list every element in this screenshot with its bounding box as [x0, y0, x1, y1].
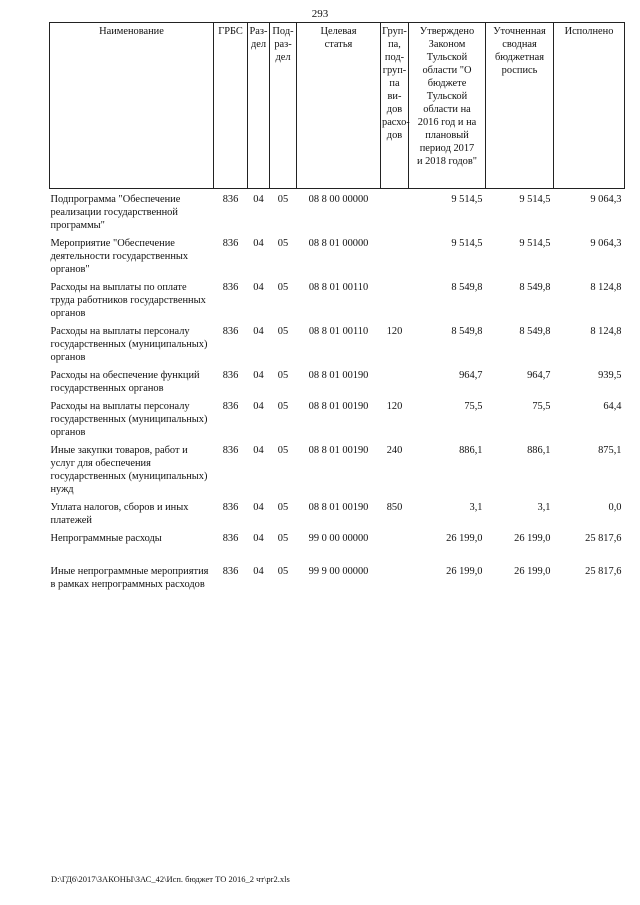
row-refined: 26 199,0: [514, 566, 551, 577]
row-grbs: 836: [222, 326, 239, 337]
row-name: Уплата налогов, сборов и иных платежей: [50, 502, 189, 526]
row-approved: 886,1: [459, 445, 483, 456]
row-executed: 939,5: [598, 370, 622, 381]
row-approved: 8 549,8: [451, 326, 483, 337]
row-cs: 08 8 01 00110: [308, 282, 369, 293]
row-grbs: 836: [222, 238, 239, 249]
row-executed: 8 124,8: [590, 326, 622, 337]
header-approved-label: Утверждено Законом Тульской области "О бюджете Тульской области на 2016 год и на плановый период 2017 и 2018 годов": [416, 26, 478, 167]
row-refined: 3,1: [537, 502, 551, 513]
row-vr: 850: [386, 502, 403, 513]
row-executed: 9 064,3: [590, 194, 622, 205]
row-cs: 08 8 01 00000: [308, 238, 369, 249]
row-podrazdel: 05: [277, 566, 289, 577]
row-grbs: 836: [222, 370, 239, 381]
row-vr: [381, 565, 409, 596]
row-grbs: 836: [222, 194, 239, 205]
header-refined: [486, 23, 554, 189]
row-razdel: 04: [253, 401, 264, 412]
row-refined: 8 549,8: [519, 282, 551, 293]
row-name: Расходы на выплаты персоналу государственных (муниципальных) органов: [50, 326, 208, 363]
row-name: Расходы на выплаты персоналу государственных (муниципальных) органов: [50, 401, 208, 438]
row-approved: 75,5: [464, 401, 483, 412]
table-header: [50, 23, 625, 189]
row-executed: 64,4: [603, 401, 622, 412]
row-razdel: 04: [253, 282, 264, 293]
row-executed: 0,0: [608, 502, 622, 513]
row-approved: 964,7: [459, 370, 483, 381]
row-name: Расходы на выплаты по оплате труда работников государственных органов: [50, 282, 206, 319]
row-grbs: 836: [222, 282, 239, 293]
row-name: Непрограммные расходы: [50, 533, 162, 544]
table-row: [50, 565, 625, 596]
row-grbs: 836: [222, 445, 239, 456]
row-cs: 08 8 01 00190: [308, 370, 369, 381]
row-refined: 26 199,0: [514, 533, 551, 544]
row-refined: 9 514,5: [519, 238, 551, 249]
page-number: 293: [311, 8, 329, 20]
row-executed: 875,1: [598, 445, 622, 456]
row-vr: 120: [386, 401, 403, 412]
row-podrazdel: 05: [277, 282, 289, 293]
header-razdel: [248, 23, 270, 189]
row-refined: 886,1: [527, 445, 551, 456]
row-cs: 99 9 00 00000: [308, 566, 369, 577]
row-podrazdel: 05: [277, 401, 289, 412]
row-executed: 25 817,6: [585, 533, 622, 544]
header-name-label: Наименование: [99, 26, 164, 37]
row-vr: [381, 281, 409, 325]
row-podrazdel: 05: [277, 445, 289, 456]
row-vr: [381, 532, 409, 565]
row-cs: 08 8 01 00110: [308, 326, 369, 337]
row-approved: 9 514,5: [451, 238, 483, 249]
row-name: Иные закупки товаров, работ и услуг для обеспечения государственных (муниципальных) нужд: [50, 445, 208, 495]
row-name: Иные непрограммные мероприятия в рамках непрограммных расходов: [50, 566, 209, 590]
budget-table: [49, 22, 625, 596]
row-name: Подпрограмма "Обеспечение реализации государственной программы": [50, 194, 181, 231]
row-executed: 8 124,8: [590, 282, 622, 293]
row-cs: 08 8 01 00190: [308, 502, 369, 513]
row-vr: [381, 369, 409, 400]
row-razdel: 04: [253, 502, 264, 513]
row-razdel: 04: [253, 533, 264, 544]
file-path-footer: D:\ГД6\2017\ЗАКОНЫ\ЗАС_42\Исп. бюджет ТО 2016_2 чт\pr2.xls: [51, 874, 290, 884]
header-vr: [381, 23, 409, 189]
header-podrazdel-label: Под- раз- дел: [272, 26, 294, 63]
table-body: [50, 189, 625, 597]
table-row: [50, 532, 625, 565]
table-row: [50, 325, 625, 369]
row-cs: 08 8 00 00000: [308, 194, 369, 205]
header-refined-label: Уточненная сводная бюджетная роспись: [493, 26, 546, 76]
row-approved: 8 549,8: [451, 282, 483, 293]
header-executed-label: Исполнено: [564, 26, 614, 37]
row-grbs: 836: [222, 533, 239, 544]
row-razdel: 04: [253, 238, 264, 249]
row-cs: 08 8 01 00190: [308, 445, 369, 456]
row-cs: 08 8 01 00190: [308, 401, 369, 412]
row-refined: 75,5: [532, 401, 551, 412]
header-executed: [554, 23, 625, 189]
header-podrazdel: [270, 23, 297, 189]
table-row: [50, 369, 625, 400]
row-refined: 8 549,8: [519, 326, 551, 337]
row-vr: 240: [386, 445, 403, 456]
header-approved: [409, 23, 486, 189]
table-row: [50, 400, 625, 444]
table-row: [50, 444, 625, 501]
row-podrazdel: 05: [277, 238, 289, 249]
header-razdel-label: Раз- дел: [249, 26, 268, 50]
row-podrazdel: 05: [277, 326, 289, 337]
row-approved: 26 199,0: [446, 533, 483, 544]
header-name: [50, 23, 214, 189]
row-podrazdel: 05: [277, 533, 289, 544]
row-approved: 26 199,0: [446, 566, 483, 577]
row-podrazdel: 05: [277, 194, 289, 205]
row-razdel: 04: [253, 566, 264, 577]
row-podrazdel: 05: [277, 502, 289, 513]
table-row: [50, 501, 625, 532]
row-vr: [381, 189, 409, 238]
row-grbs: 836: [222, 401, 239, 412]
row-grbs: 836: [222, 502, 239, 513]
row-razdel: 04: [253, 194, 264, 205]
row-grbs: 836: [222, 566, 239, 577]
row-vr: 120: [386, 326, 403, 337]
row-razdel: 04: [253, 370, 264, 381]
header-cs-label: Целевая статья: [320, 26, 357, 50]
row-name: Мероприятие "Обеспечение деятельности государственных органов": [50, 238, 189, 275]
table-row: [50, 237, 625, 281]
header-cs: [297, 23, 381, 189]
row-razdel: 04: [253, 326, 264, 337]
row-executed: 25 817,6: [585, 566, 622, 577]
row-executed: 9 064,3: [590, 238, 622, 249]
row-vr: [381, 237, 409, 281]
row-podrazdel: 05: [277, 370, 289, 381]
table-row: [50, 189, 625, 238]
header-grbs-label: ГРБС: [218, 26, 243, 37]
header-grbs: [214, 23, 248, 189]
header-vr-label: Груп- па, под- груп- па ви- дов расхо- дов: [382, 26, 410, 141]
row-approved: 3,1: [469, 502, 483, 513]
row-name: Расходы на обеспечение функций государственных органов: [50, 370, 200, 394]
row-approved: 9 514,5: [451, 194, 483, 205]
row-razdel: 04: [253, 445, 264, 456]
row-refined: 964,7: [527, 370, 551, 381]
table-row: [50, 281, 625, 325]
row-cs: 99 0 00 00000: [308, 533, 369, 544]
header-row: [50, 23, 625, 189]
row-refined: 9 514,5: [519, 194, 551, 205]
